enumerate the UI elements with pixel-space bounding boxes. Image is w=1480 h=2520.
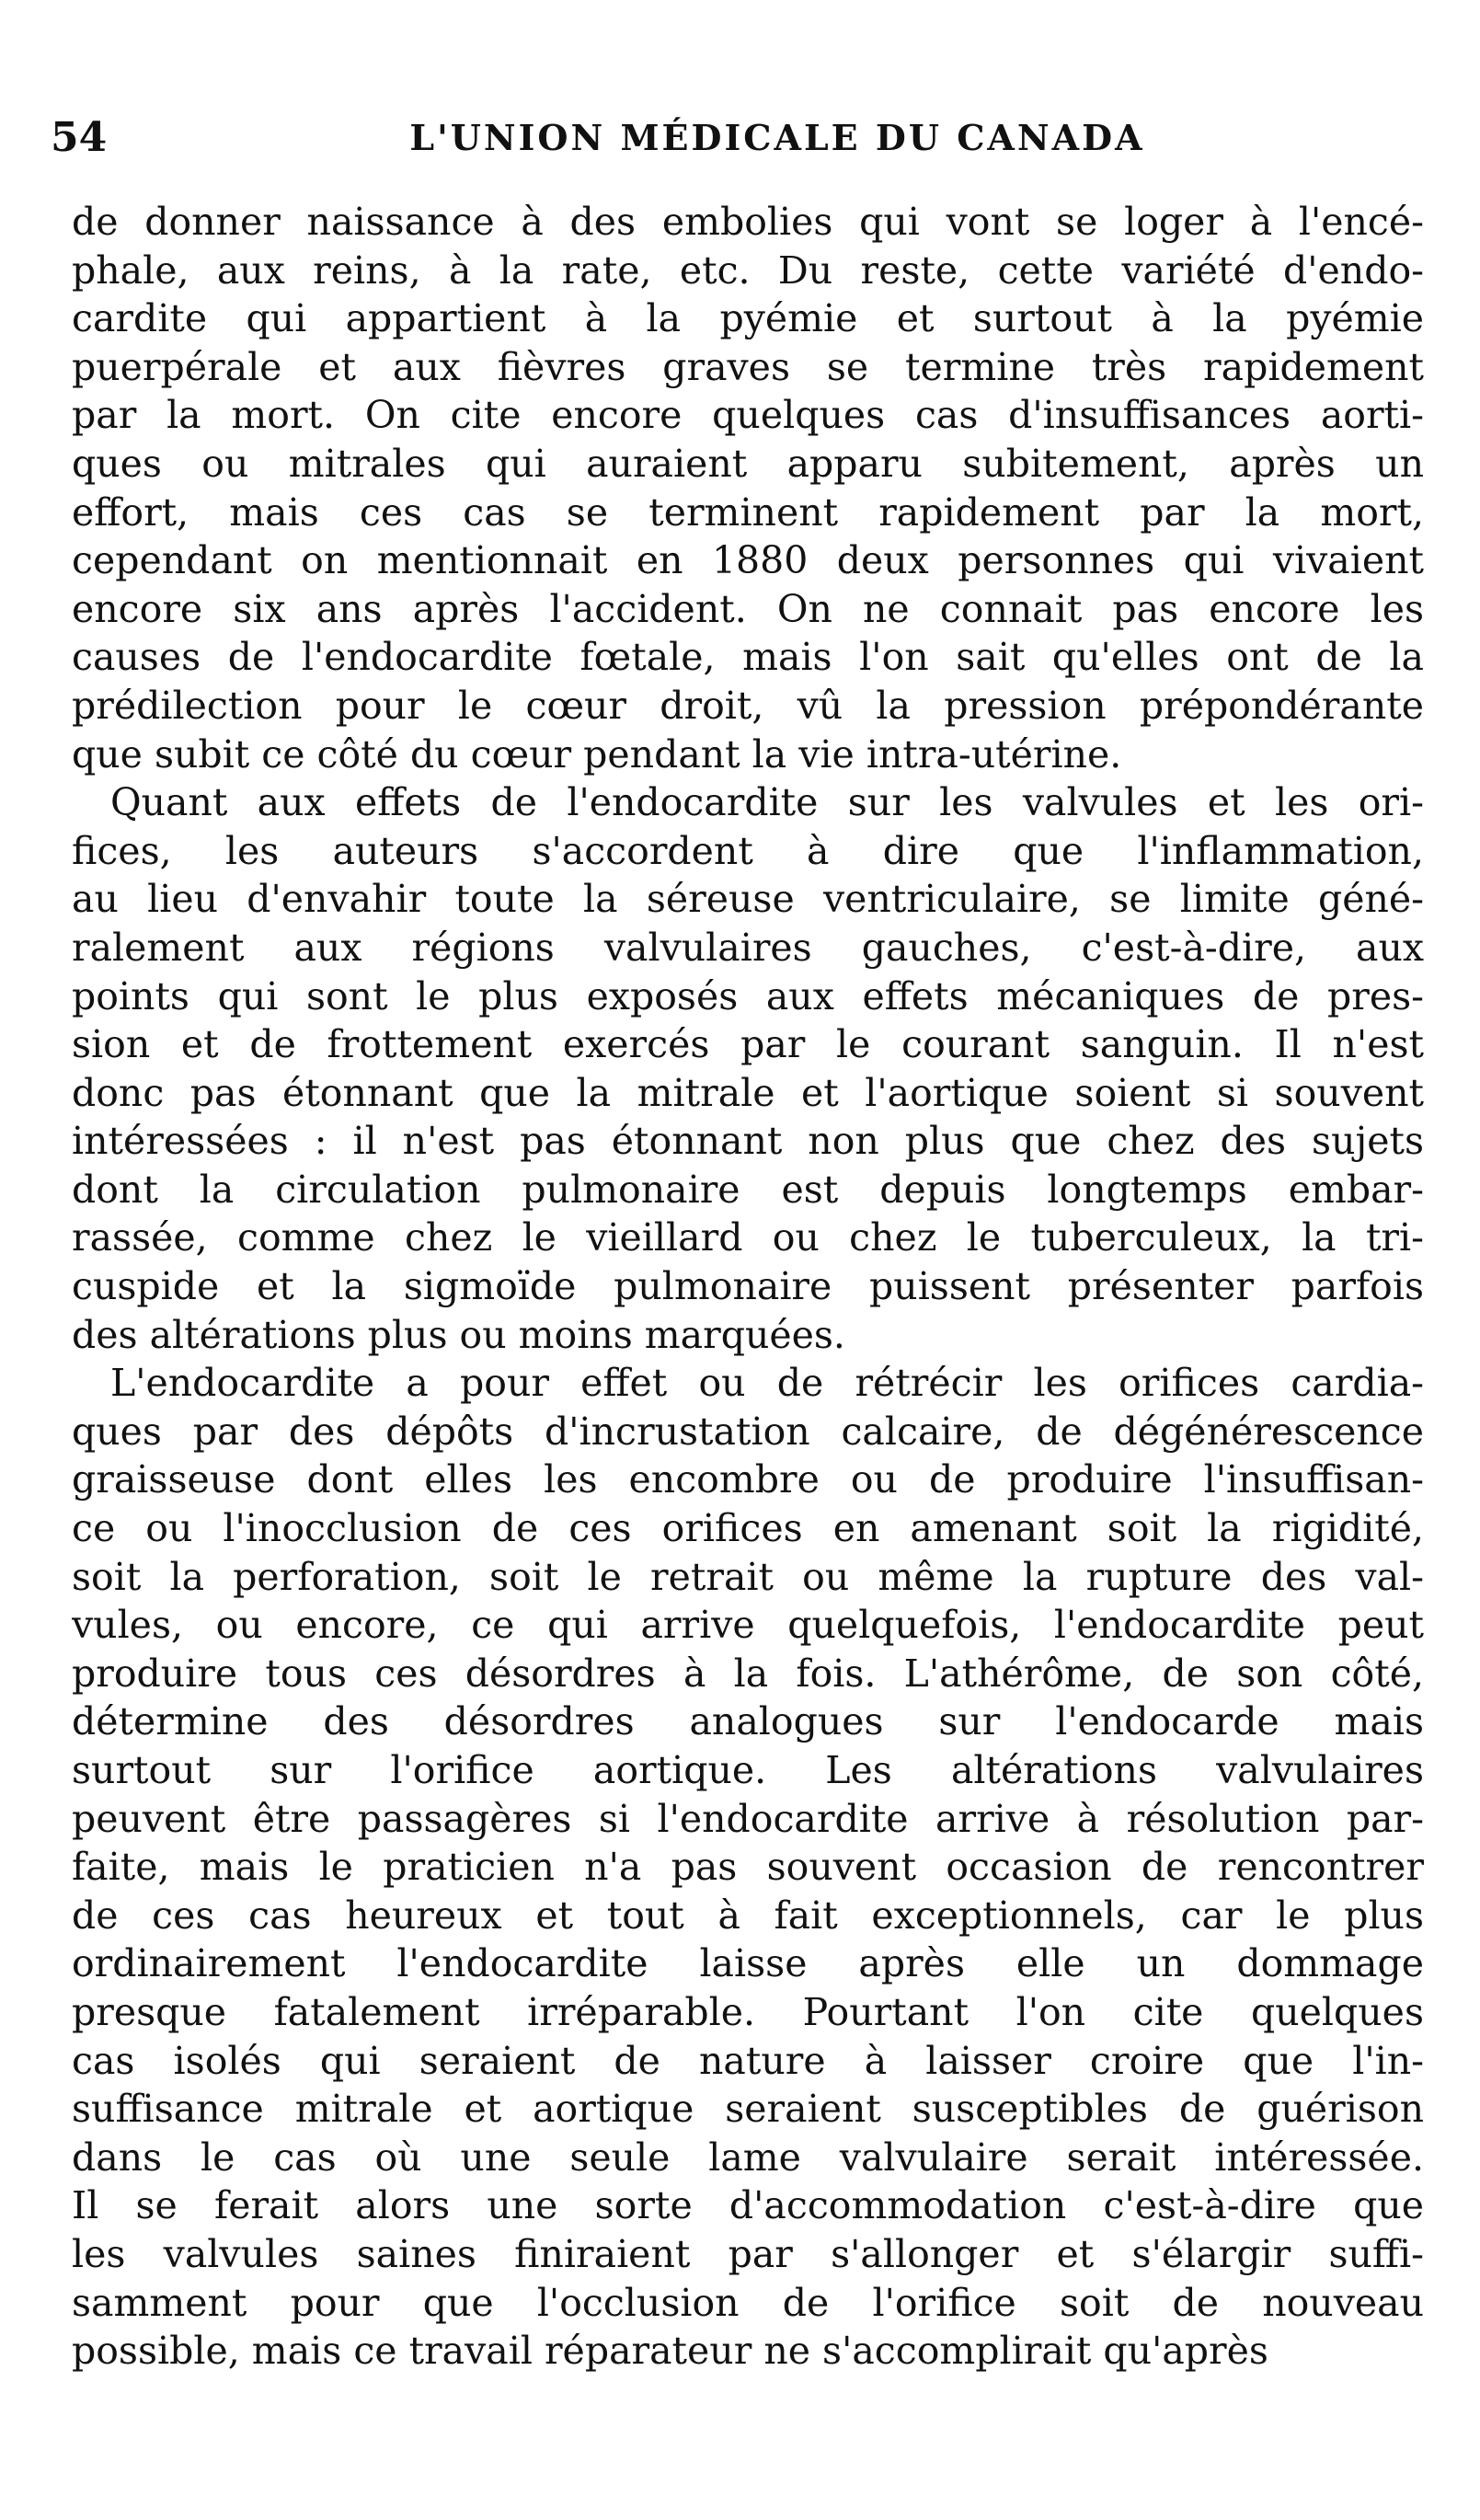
text-line: possible, mais ce travail réparateur ne s'accomplirait qu'après — [72, 2329, 1268, 2374]
text-line: L'endocardite a pour effet ou de rétrécir les orifices cardia- — [110, 1361, 1424, 1406]
text-line: cas isolés qui seraient de nature à laisser croire que l'in- — [72, 2038, 1424, 2083]
text-line: encore six ans après l'accident. On ne connait pas encore les — [72, 586, 1424, 631]
text-line: de donner naissance à des embolies qui vont se loger à l'encé- — [72, 200, 1424, 244]
text-line: presque fatalement irréparable. Pourtant l'on cite quelques — [72, 1989, 1424, 2034]
text-line: soit la perforation, soit le retrait ou même la rupture des val- — [72, 1554, 1424, 1599]
text-line: ques par des dépôts d'incrustation calcaire, de dégénérescence — [72, 1409, 1424, 1454]
text-line: intéressées : il n'est pas étonnant non plus que chez des sujets — [72, 1119, 1424, 1164]
text-line: que subit ce côté du cœur pendant la vie intra-utérine. — [72, 731, 1122, 777]
text-line: Quant aux effets de l'endocardite sur les valvules et les ori- — [110, 780, 1424, 825]
text-line: produire tous ces désordres à la fois. L'athérôme, de son côté, — [72, 1651, 1424, 1696]
text-line: ralement aux régions valvulaires gauches, c'est-à-dire, aux — [72, 925, 1424, 970]
text-line: vules, ou encore, ce qui arrive quelquefois, l'endocardite peut — [72, 1603, 1424, 1648]
text-line: cuspide et la sigmoïde pulmonaire puissent présenter parfois — [72, 1264, 1424, 1309]
text-line: détermine des désordres analogues sur l'endocarde mais — [72, 1699, 1424, 1744]
text-line: cardite qui appartient à la pyémie et surtout à la pyémie — [72, 296, 1424, 341]
text-line: ques ou mitrales qui auraient apparu subitement, après un — [72, 441, 1424, 486]
text-line: dont la circulation pulmonaire est depuis longtemps embar- — [72, 1167, 1424, 1212]
text-line: causes de l'endocardite fœtale, mais l'on sait qu'elles ont de la — [72, 635, 1424, 680]
text-line: des altérations plus ou moins marquées. — [72, 1312, 845, 1357]
text-line: les valvules saines finiraient par s'allonger et s'élargir suffi- — [72, 2231, 1424, 2276]
text-line: effort, mais ces cas se terminent rapidement par la mort, — [72, 489, 1424, 535]
text-line: sion et de frottement exercés par le courant sanguin. Il n'est — [72, 1022, 1424, 1067]
paragraph — [72, 1359, 1424, 2375]
journal-title: L'UNION MÉDICALE DU CANADA — [409, 117, 1145, 158]
text-line: au lieu d'envahir toute la séreuse ventriculaire, se limite géné- — [72, 877, 1424, 922]
page-number: 54 — [51, 114, 108, 161]
body-text — [72, 198, 1424, 2376]
text-line: faite, mais le praticien n'a pas souvent occasion de rencontrer — [72, 1845, 1424, 1890]
text-line: de ces cas heureux et tout à fait exceptionnels, car le plus — [72, 1893, 1424, 1938]
text-line: peuvent être passagères si l'endocardite arrive à résolution par- — [72, 1796, 1424, 1841]
text-line: cependant on mentionnait en 1880 deux personnes qui vivaient — [72, 538, 1424, 583]
text-line: points qui sont le plus exposés aux effets mécaniques de pres- — [72, 973, 1424, 1018]
text-line: Il se ferait alors une sorte d'accommodation c'est-à-dire que — [72, 2183, 1424, 2228]
text-line: graisseuse dont elles les encombre ou de produire l'insuffisan- — [72, 1457, 1424, 1502]
text-line: puerpérale et aux fièvres graves se termine très rapidement — [72, 344, 1424, 389]
text-line: surtout sur l'orifice aortique. Les altérations valvulaires — [72, 1748, 1424, 1792]
text-line: dans le cas où une seule lame valvulaire serait intéressée. — [72, 2135, 1424, 2180]
text-line: phale, aux reins, à la rate, etc. Du reste, cette variété d'endo- — [72, 247, 1424, 293]
text-line: rassée, comme chez le vieillard ou chez le tuberculeux, la tri- — [72, 1215, 1424, 1260]
text-line: ordinairement l'endocardite laisse après elle un dommage — [72, 1941, 1424, 1986]
text-line: ce ou l'inocclusion de ces orifices en amenant soit la rigidité, — [72, 1506, 1424, 1551]
paragraph — [72, 198, 1424, 778]
text-line: suffisance mitrale et aortique seraient susceptibles de guérison — [72, 2087, 1424, 2132]
running-head — [51, 110, 1430, 166]
text-line: samment pour que l'occlusion de l'orifice soit de nouveau — [72, 2280, 1424, 2325]
paragraph — [72, 778, 1424, 1359]
text-line: fices, les auteurs s'accordent à dire que l'inflammation, — [72, 828, 1424, 873]
text-line: par la mort. On cite encore quelques cas d'insuffisances aorti- — [72, 393, 1424, 438]
text-line: donc pas étonnant que la mitrale et l'aortique soient si souvent — [72, 1070, 1424, 1115]
text-line: prédilection pour le cœur droit, vû la pression prépondérante — [72, 683, 1424, 728]
